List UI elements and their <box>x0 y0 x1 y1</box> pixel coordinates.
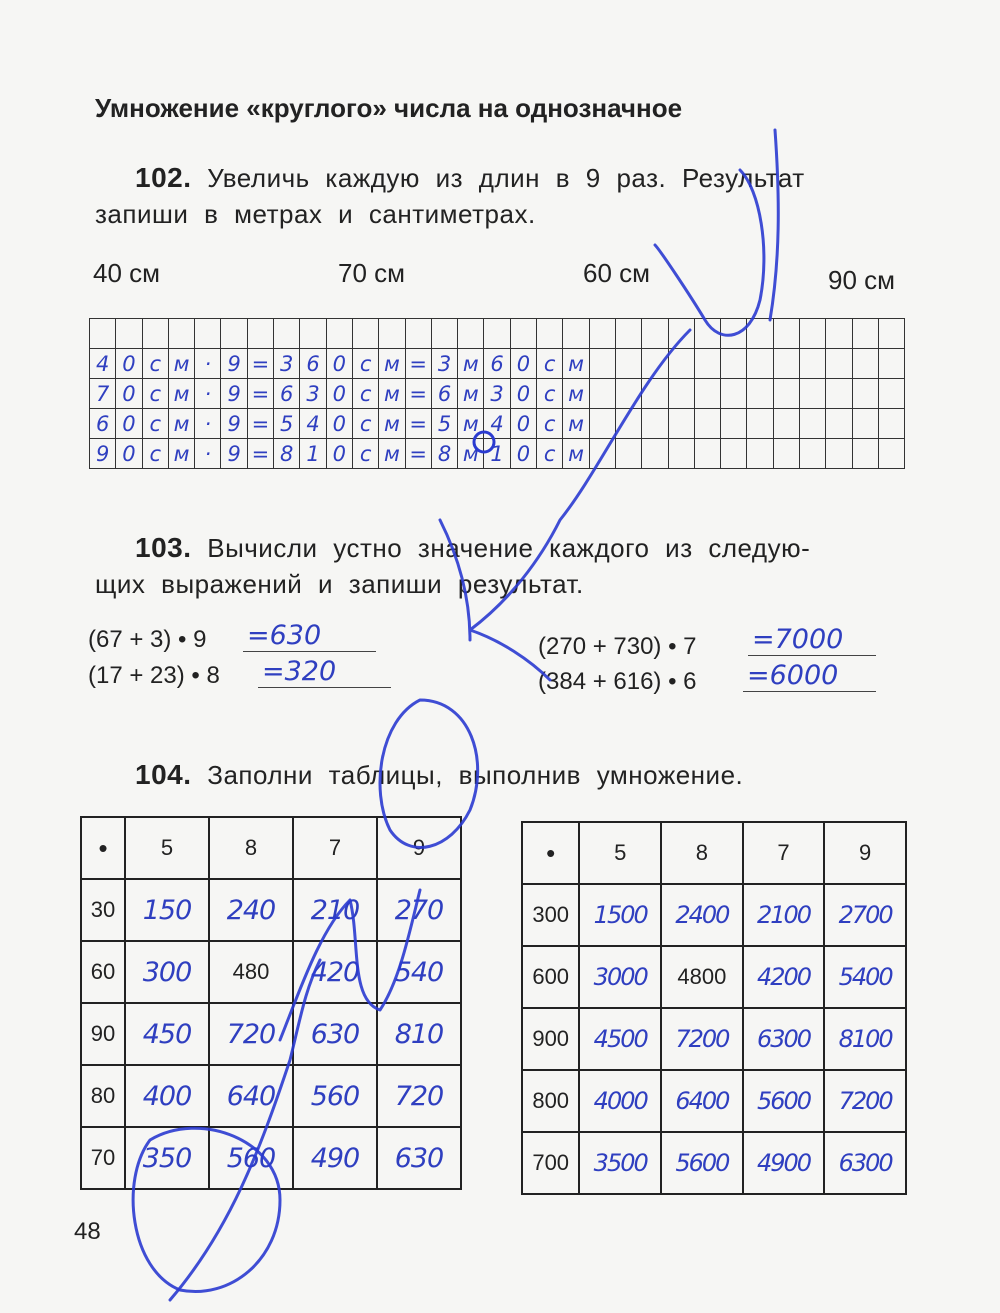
grid-cell[interactable] <box>721 439 747 469</box>
grid-cell[interactable] <box>589 409 615 439</box>
grid-cell[interactable] <box>668 349 694 379</box>
task-103-line2: щих выражений и запиши результат. <box>95 569 584 599</box>
grid-cell[interactable] <box>116 319 142 349</box>
grid-cell[interactable] <box>274 319 300 349</box>
task-103-number: 103. <box>135 532 192 563</box>
task-103-text <box>95 530 920 602</box>
answer-2[interactable]: =320 <box>258 656 391 688</box>
grid-row <box>90 349 905 379</box>
grid-cell[interactable] <box>90 319 116 349</box>
grid-cell[interactable]: 1 <box>300 439 326 469</box>
grid-cell[interactable]: = <box>247 439 273 469</box>
grid-cell[interactable]: = <box>247 349 273 379</box>
grid-cell[interactable] <box>615 319 641 349</box>
grid-cell[interactable] <box>773 349 799 379</box>
grid-cell[interactable]: 1 <box>484 439 510 469</box>
grid-cell[interactable]: с <box>352 349 378 379</box>
grid-cell[interactable]: м <box>379 379 405 409</box>
product-cell[interactable]: 5400 <box>824 946 906 1008</box>
grid-cell[interactable]: 0 <box>326 409 352 439</box>
grid-cell[interactable] <box>773 379 799 409</box>
product-cell[interactable]: 630 <box>293 1003 377 1065</box>
grid-cell[interactable] <box>589 439 615 469</box>
grid-cell[interactable]: · <box>195 379 221 409</box>
grid-cell[interactable]: = <box>405 439 431 469</box>
product-cell[interactable]: 4500 <box>579 1008 661 1070</box>
grid-cell[interactable] <box>510 319 536 349</box>
grid-cell[interactable]: м <box>379 439 405 469</box>
grid-cell[interactable] <box>800 379 826 409</box>
grid-cell[interactable] <box>747 409 773 439</box>
product-cell[interactable]: 2400 <box>661 884 743 946</box>
product-cell[interactable]: 6300 <box>824 1132 906 1194</box>
row-header-cell: 70 <box>81 1127 125 1189</box>
grid-cell[interactable] <box>615 379 641 409</box>
row-header-cell: 800 <box>522 1070 579 1132</box>
grid-cell[interactable] <box>800 319 826 349</box>
product-cell: 4800 <box>661 946 743 1008</box>
header-cell: 5 <box>125 817 209 879</box>
multiplication-table-2 <box>521 821 907 1195</box>
grid-cell[interactable] <box>747 349 773 379</box>
grid-cell[interactable]: 6 <box>90 409 116 439</box>
grid-cell[interactable]: 9 <box>221 379 247 409</box>
grid-row <box>90 379 905 409</box>
grid-cell[interactable]: 0 <box>510 379 536 409</box>
product-cell[interactable]: 7200 <box>824 1070 906 1132</box>
grid-cell[interactable] <box>537 319 563 349</box>
grid-cell[interactable] <box>878 379 904 409</box>
task-104-line1: Заполни таблицы, выполнив умножение. <box>207 760 744 790</box>
grid-cell[interactable] <box>247 319 273 349</box>
product-cell[interactable]: 490 <box>293 1127 377 1189</box>
product-cell[interactable]: 2100 <box>743 884 825 946</box>
product-cell[interactable]: 560 <box>293 1065 377 1127</box>
task-102-number: 102. <box>135 162 192 193</box>
answer-grid <box>89 318 905 469</box>
grid-cell[interactable] <box>195 319 221 349</box>
grid-cell[interactable] <box>142 319 168 349</box>
grid-cell[interactable]: = <box>247 409 273 439</box>
grid-cell[interactable] <box>747 439 773 469</box>
grid-cell[interactable]: м <box>458 349 484 379</box>
grid-cell[interactable] <box>721 409 747 439</box>
grid-cell[interactable]: · <box>195 439 221 469</box>
product-cell[interactable]: 150 <box>125 879 209 941</box>
length-1: 40 см <box>93 258 161 288</box>
grid-cell[interactable] <box>721 379 747 409</box>
row-header-cell: 60 <box>81 941 125 1003</box>
grid-cell[interactable] <box>431 319 457 349</box>
header-cell: 5 <box>579 822 661 884</box>
expression-3: (270 + 730) • 7 <box>538 633 697 660</box>
product-cell[interactable]: 5600 <box>743 1070 825 1132</box>
grid-cell[interactable]: м <box>458 439 484 469</box>
grid-cell[interactable]: м <box>563 379 589 409</box>
grid-cell[interactable] <box>852 379 878 409</box>
grid-cell[interactable]: 9 <box>221 349 247 379</box>
grid-cell[interactable]: с <box>142 439 168 469</box>
header-cell: 9 <box>377 817 461 879</box>
row-header-cell: 80 <box>81 1065 125 1127</box>
table-header-row <box>81 817 461 879</box>
grid-cell[interactable]: 8 <box>431 439 457 469</box>
grid-cell[interactable]: м <box>563 409 589 439</box>
grid-cell[interactable]: м <box>168 439 194 469</box>
grid-cell[interactable] <box>352 319 378 349</box>
table-row <box>522 946 906 1008</box>
task-102-line1: Увеличь каждую из длин в 9 раз. Результат <box>207 163 805 193</box>
header-cell: 9 <box>824 822 906 884</box>
product-cell[interactable]: 6300 <box>743 1008 825 1070</box>
grid-cell[interactable]: м <box>168 349 194 379</box>
product-cell[interactable]: 2700 <box>824 884 906 946</box>
grid-cell[interactable]: с <box>142 379 168 409</box>
row-header-cell: 300 <box>522 884 579 946</box>
task-104-text <box>95 757 920 793</box>
grid-cell[interactable] <box>800 349 826 379</box>
grid-cell[interactable]: с <box>352 409 378 439</box>
task-102-text <box>95 160 920 232</box>
grid-cell[interactable] <box>721 319 747 349</box>
grid-cell[interactable] <box>800 409 826 439</box>
grid-cell[interactable]: с <box>537 439 563 469</box>
grid-cell[interactable] <box>615 349 641 379</box>
grid-cell[interactable] <box>589 379 615 409</box>
expression-2: (17 + 23) • 8 <box>88 662 220 689</box>
grid-cell[interactable]: с <box>142 409 168 439</box>
grid-cell[interactable]: = <box>247 379 273 409</box>
grid-cell[interactable]: 6 <box>484 349 510 379</box>
row-header-cell: 900 <box>522 1008 579 1070</box>
product-cell[interactable]: 400 <box>125 1065 209 1127</box>
grid-cell[interactable]: 0 <box>326 379 352 409</box>
product-cell[interactable]: 6400 <box>661 1070 743 1132</box>
length-4: 90 см <box>828 265 896 295</box>
grid-cell[interactable] <box>668 409 694 439</box>
grid-cell[interactable]: 5 <box>274 409 300 439</box>
product-cell[interactable]: 5600 <box>661 1132 743 1194</box>
table-row <box>522 1070 906 1132</box>
table-row <box>522 1008 906 1070</box>
grid-cell[interactable] <box>300 319 326 349</box>
grid-cell[interactable]: 3 <box>274 349 300 379</box>
grid-cell[interactable]: 5 <box>431 409 457 439</box>
grid-cell[interactable]: 0 <box>116 409 142 439</box>
multiply-sign: • <box>522 822 579 884</box>
grid-cell[interactable] <box>615 439 641 469</box>
grid-cell[interactable]: = <box>405 409 431 439</box>
grid-cell[interactable]: = <box>405 379 431 409</box>
product-cell[interactable]: 7200 <box>661 1008 743 1070</box>
length-3: 60 см <box>583 258 651 288</box>
grid-cell[interactable]: 9 <box>221 409 247 439</box>
grid-cell[interactable] <box>721 349 747 379</box>
grid-cell[interactable]: · <box>195 409 221 439</box>
table-row <box>522 1132 906 1194</box>
grid-cell[interactable] <box>826 379 852 409</box>
answer-4[interactable]: =6000 <box>743 660 876 692</box>
grid-cell[interactable] <box>484 319 510 349</box>
grid-cell[interactable] <box>694 439 720 469</box>
product-cell[interactable]: 630 <box>377 1127 461 1189</box>
row-header-cell: 30 <box>81 879 125 941</box>
grid-cell[interactable] <box>852 319 878 349</box>
multiplication-table-1 <box>80 816 462 1190</box>
grid-cell[interactable]: с <box>352 439 378 469</box>
product-cell: 480 <box>209 941 293 1003</box>
grid-cell[interactable]: 0 <box>116 439 142 469</box>
grid-cell[interactable] <box>642 439 668 469</box>
product-cell[interactable]: 240 <box>209 879 293 941</box>
product-cell[interactable]: 4200 <box>743 946 825 1008</box>
table-header-row <box>522 822 906 884</box>
grid-cell[interactable] <box>221 319 247 349</box>
table-row <box>81 1127 461 1189</box>
product-cell[interactable]: 4000 <box>579 1070 661 1132</box>
product-cell[interactable]: 3500 <box>579 1132 661 1194</box>
grid-cell[interactable] <box>168 319 194 349</box>
header-cell: 7 <box>743 822 825 884</box>
grid-cell[interactable] <box>773 319 799 349</box>
answer-3[interactable]: =7000 <box>748 624 876 656</box>
grid-cell[interactable] <box>773 409 799 439</box>
grid-cell[interactable] <box>800 439 826 469</box>
grid-cell[interactable]: 0 <box>326 349 352 379</box>
grid-cell[interactable] <box>852 439 878 469</box>
grid-cell[interactable]: 4 <box>484 409 510 439</box>
grid-cell[interactable]: м <box>379 349 405 379</box>
grid-cell[interactable] <box>589 319 615 349</box>
product-cell[interactable]: 300 <box>125 941 209 1003</box>
grid-cell[interactable] <box>878 319 904 349</box>
product-cell[interactable]: 560 <box>209 1127 293 1189</box>
product-cell[interactable]: 1500 <box>579 884 661 946</box>
product-cell[interactable]: 720 <box>209 1003 293 1065</box>
product-cell[interactable]: 540 <box>377 941 461 1003</box>
product-cell[interactable]: 810 <box>377 1003 461 1065</box>
grid-cell[interactable]: м <box>563 439 589 469</box>
task-102-line2: запиши в метрах и сантиметрах. <box>95 199 536 229</box>
grid-cell[interactable] <box>826 439 852 469</box>
grid-cell[interactable]: 0 <box>326 439 352 469</box>
expression-1: (67 + 3) • 9 <box>88 626 207 653</box>
product-cell[interactable]: 8100 <box>824 1008 906 1070</box>
grid-cell[interactable]: м <box>563 349 589 379</box>
grid-cell[interactable]: с <box>537 349 563 379</box>
grid-cell[interactable] <box>668 379 694 409</box>
grid-cell[interactable]: · <box>195 349 221 379</box>
grid-cell[interactable] <box>747 319 773 349</box>
grid-cell[interactable]: 0 <box>510 439 536 469</box>
grid-cell[interactable] <box>694 319 720 349</box>
grid-cell[interactable] <box>878 409 904 439</box>
grid-cell[interactable]: 7 <box>90 379 116 409</box>
grid-cell[interactable]: м <box>168 379 194 409</box>
table-row <box>81 879 461 941</box>
grid-cell[interactable]: м <box>458 409 484 439</box>
grid-cell[interactable] <box>878 349 904 379</box>
grid-cell[interactable] <box>458 319 484 349</box>
table-row <box>522 884 906 946</box>
grid-cell[interactable] <box>589 349 615 379</box>
grid-cell[interactable] <box>668 439 694 469</box>
grid-cell[interactable] <box>642 379 668 409</box>
grid-cell[interactable]: 6 <box>431 379 457 409</box>
grid-cell[interactable] <box>694 349 720 379</box>
product-cell[interactable]: 4900 <box>743 1132 825 1194</box>
product-cell[interactable]: 420 <box>293 941 377 1003</box>
grid-cell[interactable] <box>747 379 773 409</box>
product-cell[interactable]: 350 <box>125 1127 209 1189</box>
grid-cell[interactable]: 0 <box>116 349 142 379</box>
row-header-cell: 700 <box>522 1132 579 1194</box>
table-row <box>81 1003 461 1065</box>
grid-cell[interactable] <box>773 439 799 469</box>
grid-cell[interactable] <box>826 349 852 379</box>
grid-cell[interactable] <box>852 349 878 379</box>
grid-cell[interactable] <box>826 409 852 439</box>
grid-cell[interactable]: = <box>405 349 431 379</box>
grid-cell[interactable] <box>642 319 668 349</box>
grid-cell[interactable] <box>405 319 431 349</box>
row-header-cell: 90 <box>81 1003 125 1065</box>
grid-cell[interactable]: м <box>168 409 194 439</box>
product-cell[interactable]: 210 <box>293 879 377 941</box>
grid-cell[interactable]: с <box>537 409 563 439</box>
grid-cell[interactable]: 6 <box>300 349 326 379</box>
grid-cell[interactable] <box>694 409 720 439</box>
header-cell: 8 <box>661 822 743 884</box>
grid-cell[interactable]: 8 <box>274 439 300 469</box>
table-row <box>81 1065 461 1127</box>
grid-cell[interactable]: с <box>352 379 378 409</box>
grid-cell[interactable] <box>878 439 904 469</box>
grid-cell[interactable] <box>379 319 405 349</box>
grid-cell[interactable] <box>326 319 352 349</box>
grid-cell[interactable] <box>642 409 668 439</box>
product-cell[interactable]: 450 <box>125 1003 209 1065</box>
grid-cell[interactable]: с <box>537 379 563 409</box>
grid-row <box>90 439 905 469</box>
header-cell: 8 <box>209 817 293 879</box>
product-cell[interactable]: 270 <box>377 879 461 941</box>
multiply-sign: • <box>81 817 125 879</box>
length-2: 70 см <box>338 258 406 288</box>
expression-4: (384 + 616) • 6 <box>538 668 697 695</box>
grid-cell[interactable]: м <box>379 409 405 439</box>
grid-cell[interactable] <box>642 349 668 379</box>
grid-cell[interactable] <box>563 319 589 349</box>
table-row <box>81 941 461 1003</box>
section-title: Умножение «круглого» числа на однозначное <box>95 93 683 123</box>
grid-row <box>90 319 905 349</box>
grid-cell[interactable] <box>694 379 720 409</box>
grid-row <box>90 409 905 439</box>
header-cell: 7 <box>293 817 377 879</box>
row-header-cell: 600 <box>522 946 579 1008</box>
grid-cell[interactable]: 4 <box>300 409 326 439</box>
grid-cell[interactable]: 4 <box>90 349 116 379</box>
grid-cell[interactable] <box>826 319 852 349</box>
grid-cell[interactable]: м <box>458 379 484 409</box>
grid-cell[interactable]: 3 <box>431 349 457 379</box>
grid-cell[interactable]: 0 <box>510 349 536 379</box>
grid-cell[interactable]: 9 <box>90 439 116 469</box>
page-number: 48 <box>74 1218 101 1245</box>
grid-cell[interactable]: 0 <box>116 379 142 409</box>
task-104-number: 104. <box>135 759 192 790</box>
product-cell[interactable]: 3000 <box>579 946 661 1008</box>
answer-1[interactable]: =630 <box>243 620 376 652</box>
grid-cell[interactable]: 6 <box>274 379 300 409</box>
grid-cell[interactable]: 9 <box>221 439 247 469</box>
grid-cell[interactable]: 0 <box>510 409 536 439</box>
grid-cell[interactable] <box>615 409 641 439</box>
product-cell[interactable]: 720 <box>377 1065 461 1127</box>
grid-cell[interactable]: 3 <box>484 379 510 409</box>
task-103-line1: Вычисли устно значение каждого из следую- <box>207 533 811 563</box>
grid-cell[interactable] <box>668 319 694 349</box>
grid-cell[interactable]: 3 <box>300 379 326 409</box>
grid-cell[interactable]: с <box>142 349 168 379</box>
product-cell[interactable]: 640 <box>209 1065 293 1127</box>
grid-cell[interactable] <box>852 409 878 439</box>
